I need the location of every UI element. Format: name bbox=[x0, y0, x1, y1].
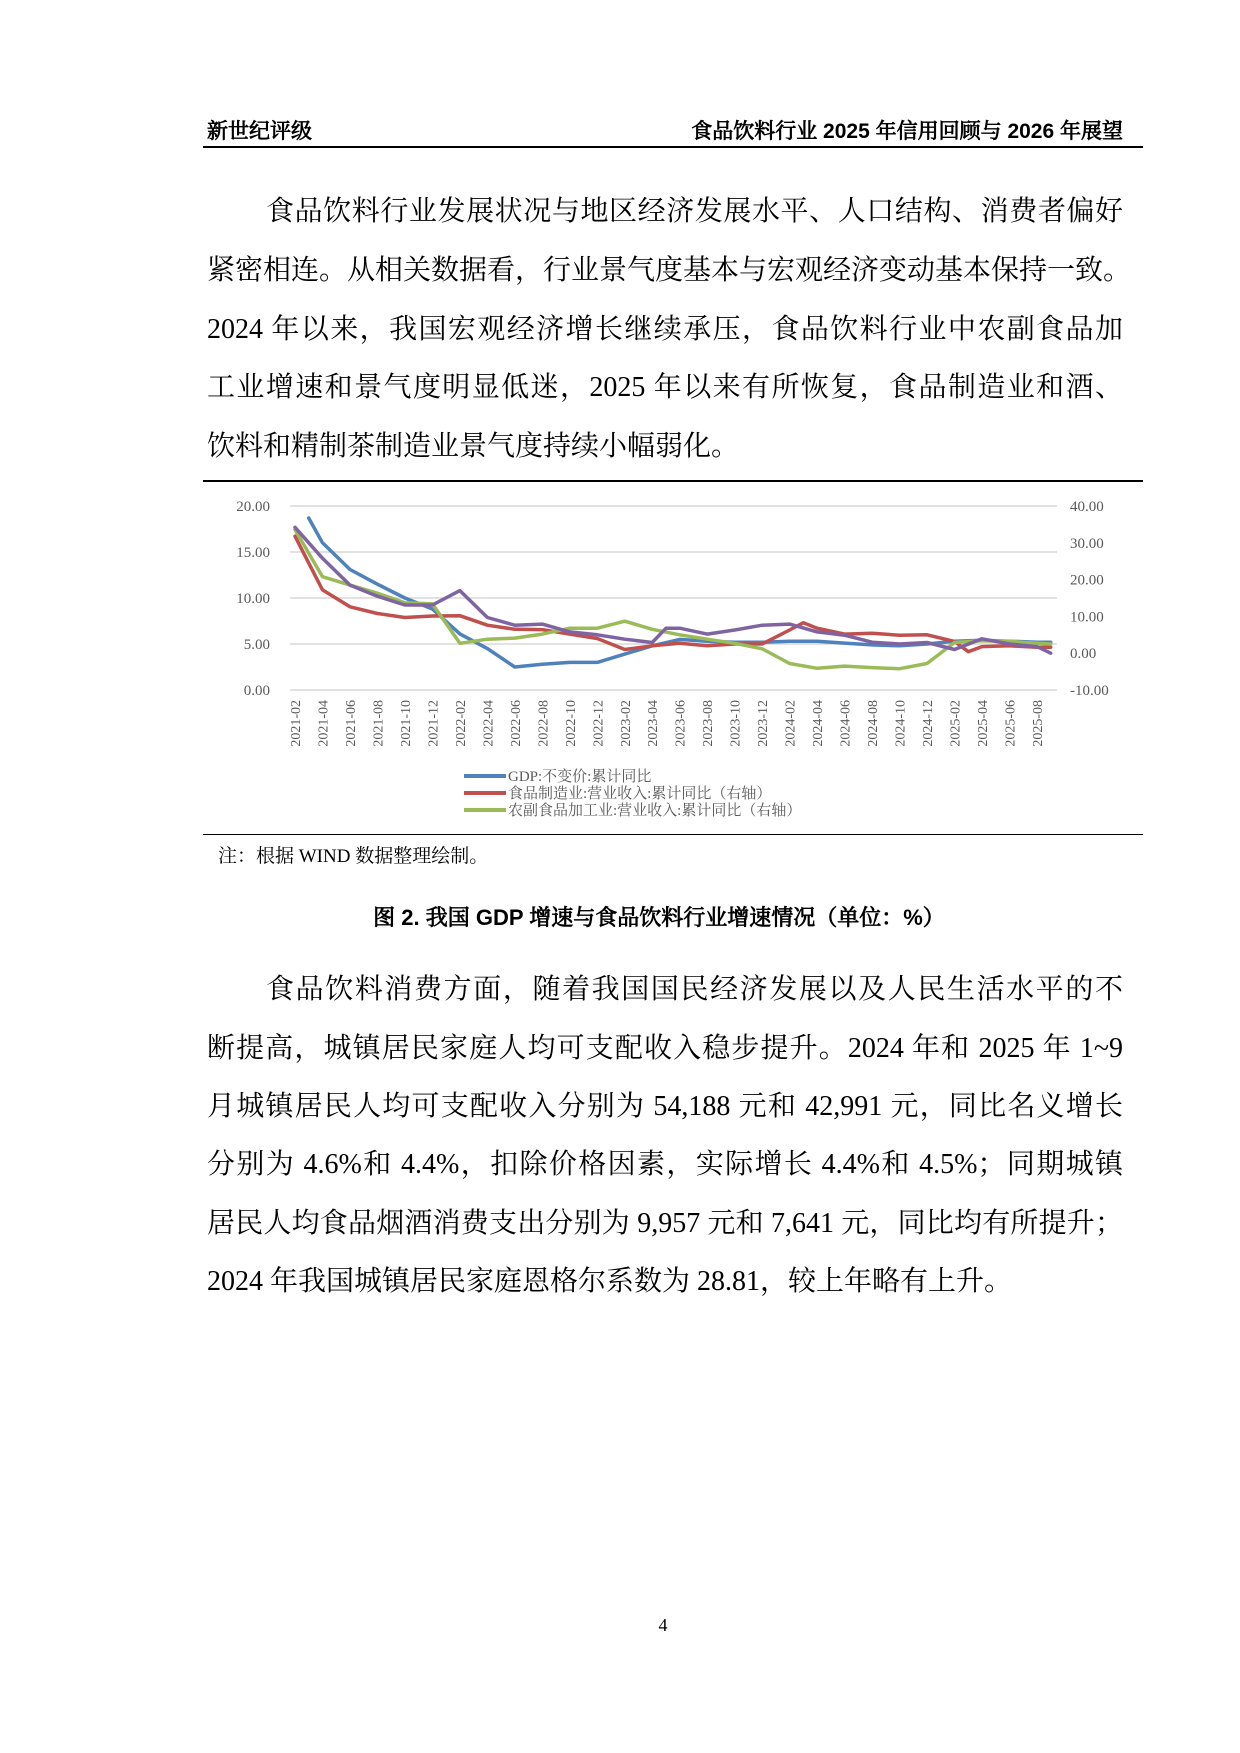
left-axis-tick-label: 15.00 bbox=[236, 545, 270, 561]
para1-line: 紧密相连。从相关数据看，行业景气度基本与宏观经济变动基本保持一致。 bbox=[207, 255, 1132, 286]
left-axis-tick-label: 20.00 bbox=[236, 499, 270, 515]
x-axis-tick-label: 2023-02 bbox=[618, 700, 634, 747]
para2-line: 分别为 4.6%和 4.4%，扣除价格因素，实际增长 4.4%和 4.5%；同期城镇 bbox=[207, 1149, 1123, 1180]
x-axis-tick-label: 2025-02 bbox=[948, 700, 964, 747]
x-axis-tick-label: 2024-12 bbox=[921, 700, 937, 747]
left-axis-tick-label: 0.00 bbox=[243, 683, 270, 699]
left-axis-tick-label: 5.00 bbox=[243, 637, 270, 653]
legend-label: 食品制造业:营业收入:累计同比（右轴） bbox=[508, 786, 772, 802]
para2-line: 月城镇居民人均可支配收入分别为 54,188 元和 42,991 元，同比名义增长 bbox=[207, 1091, 1123, 1122]
para1-line: 2024 年以来，我国宏观经济增长继续承压，食品饮料行业中农副食品加 bbox=[207, 314, 1123, 345]
left-axis-tick-label: 10.00 bbox=[236, 591, 270, 607]
chart-source-note: 注：根据 WIND 数据整理绘制。 bbox=[218, 846, 489, 867]
x-axis-tick-label: 2025-04 bbox=[976, 700, 991, 747]
x-axis-tick-label: 2022-08 bbox=[536, 700, 552, 747]
x-axis-tick-label: 2023-12 bbox=[756, 700, 772, 747]
right-axis-tick-label: 0.00 bbox=[1070, 646, 1097, 663]
legend-label: GDP:不变价:累计同比 bbox=[508, 769, 652, 785]
x-axis-tick-label: 2024-02 bbox=[783, 700, 799, 747]
x-axis-tick-label: 2021-04 bbox=[316, 700, 332, 747]
para1-line: 食品饮料行业发展状况与地区经济发展水平、人口结构、消费者偏好 bbox=[266, 196, 1123, 227]
legend-label: 农副食品加工业:营业收入:累计同比（右轴） bbox=[508, 803, 802, 819]
x-axis-tick-label: 2021-12 bbox=[426, 700, 442, 747]
x-axis-tick-label: 2024-10 bbox=[893, 700, 909, 747]
x-axis-tick-label: 2021-06 bbox=[343, 700, 359, 747]
para2-line: 居民人均食品烟酒消费支出分别为 9,957 元和 7,641 元，同比均有所提升； bbox=[207, 1208, 1123, 1239]
x-axis-tick-label: 2023-08 bbox=[701, 700, 717, 747]
x-axis-tick-label: 2024-04 bbox=[811, 700, 827, 747]
x-axis-tick-label: 2021-10 bbox=[398, 700, 414, 747]
header-report-title: 食品饮料行业 2025 年信用回顾与 2026 年展望 bbox=[691, 120, 1123, 143]
para2-line: 断提高，城镇居民家庭人均可支配收入稳步提升。2024 年和 2025 年 1~9 bbox=[207, 1033, 1123, 1064]
x-axis-tick-label: 2022-04 bbox=[481, 700, 497, 747]
figure-caption: 图 2. 我国 GDP 增速与食品饮料行业增速情况（单位：%） bbox=[373, 905, 945, 930]
x-axis-tick-label: 2023-06 bbox=[673, 700, 689, 747]
right-axis-tick-label: 20.00 bbox=[1070, 572, 1104, 589]
para1-line: 工业增速和景气度明显低迷，2025 年以来有所恢复，食品制造业和酒、 bbox=[207, 372, 1123, 403]
x-axis-tick-label: 2023-10 bbox=[728, 700, 744, 747]
x-axis-tick-label: 2024-06 bbox=[838, 700, 854, 747]
chart-bottom-rule bbox=[203, 834, 1143, 835]
x-axis-tick-label: 2024-08 bbox=[866, 700, 882, 747]
x-axis-tick-label: 2022-10 bbox=[563, 700, 579, 747]
x-axis-tick-label: 2023-04 bbox=[646, 700, 662, 747]
x-axis-tick-label: 2021-08 bbox=[371, 700, 387, 747]
x-axis-tick-label: 2022-02 bbox=[453, 700, 469, 747]
right-axis-tick-label: -10.00 bbox=[1070, 683, 1109, 699]
right-axis-tick-label: 10.00 bbox=[1070, 609, 1104, 626]
right-axis-tick-label: 30.00 bbox=[1070, 535, 1104, 552]
para2-line: 食品饮料消费方面，随着我国国民经济发展以及人民生活水平的不 bbox=[266, 974, 1123, 1005]
right-axis-tick-label: 40.00 bbox=[1070, 499, 1104, 515]
para1-line: 饮料和精制茶制造业景气度持续小幅弱化。 bbox=[207, 431, 740, 462]
x-axis-tick-label: 2022-12 bbox=[591, 700, 607, 747]
x-axis-tick-label: 2025-08 bbox=[1030, 700, 1046, 747]
x-axis-tick-label: 2021-02 bbox=[289, 700, 304, 747]
header-org: 新世纪评级 bbox=[207, 120, 312, 143]
para2-line: 2024 年我国城镇居民家庭恩格尔系数为 28.81，较上年略有上升。 bbox=[207, 1266, 1013, 1297]
x-axis-tick-label: 2025-06 bbox=[1003, 700, 1019, 747]
x-axis-tick-label: 2022-06 bbox=[508, 700, 524, 747]
page-number: 4 bbox=[658, 1615, 668, 1635]
